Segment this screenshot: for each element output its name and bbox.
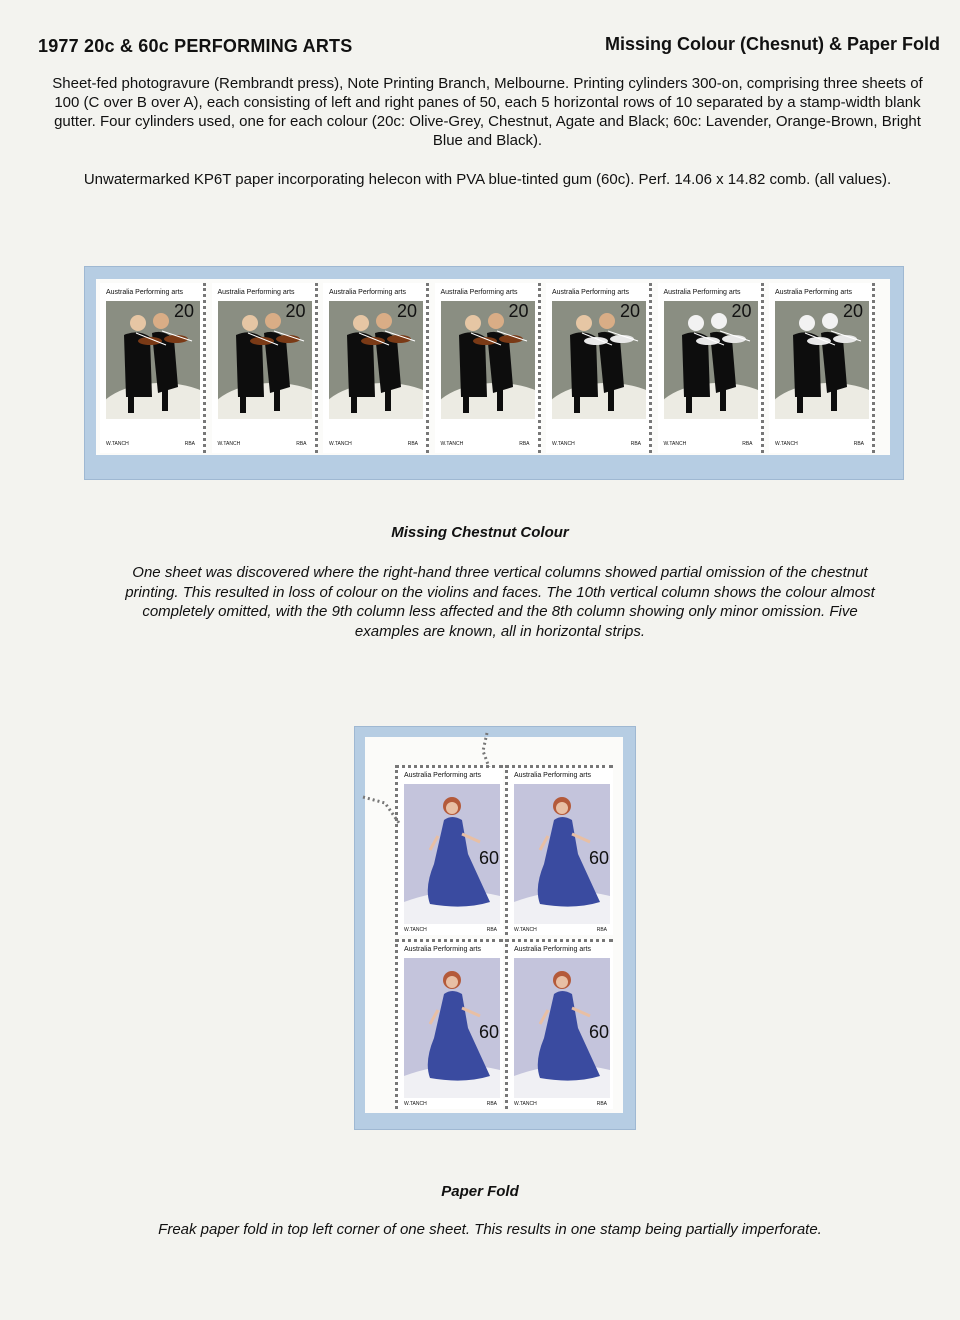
designer-imprint: W.TANCH bbox=[514, 1101, 537, 1107]
stamp-title: Australia Performing arts bbox=[404, 772, 482, 779]
description-paragraph-2: Unwatermarked KP6T paper incorporating helecon with PVA blue-tinted gum (60c). Perf. 14.06 x 14.82 comb. (all values). bbox=[83, 171, 892, 188]
stamp-60c bbox=[505, 765, 613, 935]
designer-imprint: W.TANCH bbox=[404, 1101, 427, 1107]
stamp-20c bbox=[658, 283, 764, 453]
stamp-value: 20 bbox=[173, 301, 194, 321]
stamp-value: 20 bbox=[842, 301, 863, 321]
stamp-title: Australia Performing arts bbox=[775, 289, 853, 296]
violinist-scene bbox=[218, 301, 312, 419]
page-subtitle: Missing Colour (Chesnut) & Paper Fold bbox=[604, 34, 940, 54]
violinist-scene bbox=[106, 301, 200, 419]
stamp-20c bbox=[100, 283, 206, 453]
stamp-value: 20 bbox=[508, 301, 529, 321]
stamp-title: Australia Performing arts bbox=[217, 289, 295, 296]
violinist-scene bbox=[441, 301, 535, 419]
violinist-scene bbox=[775, 301, 869, 419]
page-title: 1977 20c & 60c PERFORMING ARTS bbox=[38, 36, 353, 56]
violinist-scene bbox=[664, 301, 758, 419]
stamp-value: 20 bbox=[731, 301, 752, 321]
paper-fold-caption: Paper Fold bbox=[441, 1183, 519, 1200]
printer-imprint: RBA bbox=[596, 1101, 607, 1107]
stamp-value: 60 bbox=[588, 848, 609, 868]
designer-imprint: W.TANCH bbox=[440, 441, 464, 447]
stamp-block-mount bbox=[354, 726, 636, 1130]
printer-imprint: RBA bbox=[630, 441, 641, 447]
designer-imprint: W.TANCH bbox=[663, 441, 687, 447]
violinist-scene bbox=[552, 301, 646, 419]
stamp-title: Australia Performing arts bbox=[552, 289, 630, 296]
printer-imprint: RBA bbox=[486, 927, 497, 933]
stamp-title: Australia Performing arts bbox=[663, 289, 741, 296]
stamp-20c bbox=[212, 283, 318, 453]
stamp-value: 20 bbox=[285, 301, 306, 321]
stamp-20c bbox=[435, 283, 541, 453]
stamp-value: 60 bbox=[478, 848, 499, 868]
stamp-title: Australia Performing arts bbox=[329, 289, 407, 296]
missing-colour-description: One sheet was discovered where the right-hand three vertical columns showed partial omission of the chestnut printing. This resulted in loss of colour on the violins and faces. The 10th vertical column shows the colour almost completely omitted, with the 9th column less affected and the 8th column showing only minor omission. Five examples are known, all in horizontal strips. bbox=[125, 564, 875, 640]
violinist-scene bbox=[329, 301, 423, 419]
stamp-title: Australia Performing arts bbox=[514, 946, 592, 953]
printer-imprint: RBA bbox=[519, 441, 530, 447]
stamp-20c bbox=[546, 283, 652, 453]
stamp-60c bbox=[505, 939, 613, 1109]
stamp-value: 60 bbox=[478, 1022, 499, 1042]
designer-imprint: W.TANCH bbox=[775, 441, 798, 447]
stamp-strip-mount bbox=[84, 266, 904, 480]
printer-imprint: RBA bbox=[742, 441, 753, 447]
designer-imprint: W.TANCH bbox=[514, 927, 537, 933]
missing-colour-caption: Missing Chestnut Colour bbox=[391, 524, 569, 541]
stamp-20c bbox=[769, 283, 875, 453]
stamp-title: Australia Performing arts bbox=[440, 289, 518, 296]
printer-imprint: RBA bbox=[296, 441, 307, 447]
stamp-strip bbox=[96, 279, 890, 455]
stamp-title: Australia Performing arts bbox=[404, 946, 482, 953]
paper-fold-perforation-icon bbox=[355, 727, 515, 847]
printer-imprint: RBA bbox=[853, 441, 864, 447]
printer-imprint: RBA bbox=[486, 1101, 497, 1107]
stamp-value: 20 bbox=[619, 301, 640, 321]
designer-imprint: W.TANCH bbox=[552, 441, 575, 447]
designer-imprint: W.TANCH bbox=[404, 927, 427, 933]
printer-imprint: RBA bbox=[184, 441, 195, 447]
description-paragraph-1: Sheet-fed photogravure (Rembrandt press), Note Printing Branch, Melbourne. Printing cylinders 300-on, comprising three sheets of 100 (C over B over A), each consisting of left and right panes of 50, each 5 horizontal rows of 10 separated by a stamp-width blank gutter. Four cylinders used, one for each colour (20c: Olive-Grey, Chestnut, Agate and Black; 60c: Lavender, Orange-Brown, Bright Blue and Black). bbox=[52, 75, 923, 149]
printer-imprint: RBA bbox=[596, 927, 607, 933]
stamp-value: 20 bbox=[396, 301, 417, 321]
paper-fold-description: Freak paper fold in top left corner of one sheet. This results in one stamp being partially imperforate. bbox=[158, 1221, 822, 1238]
stamp-value: 60 bbox=[588, 1022, 609, 1042]
designer-imprint: W.TANCH bbox=[217, 441, 241, 447]
stamp-title: Australia Performing arts bbox=[514, 772, 592, 779]
designer-imprint: W.TANCH bbox=[106, 441, 129, 447]
stamp-title: Australia Performing arts bbox=[106, 289, 184, 296]
stamp-60c bbox=[395, 939, 503, 1109]
printer-imprint: RBA bbox=[407, 441, 418, 447]
designer-imprint: W.TANCH bbox=[329, 441, 352, 447]
stamp-20c bbox=[323, 283, 429, 453]
